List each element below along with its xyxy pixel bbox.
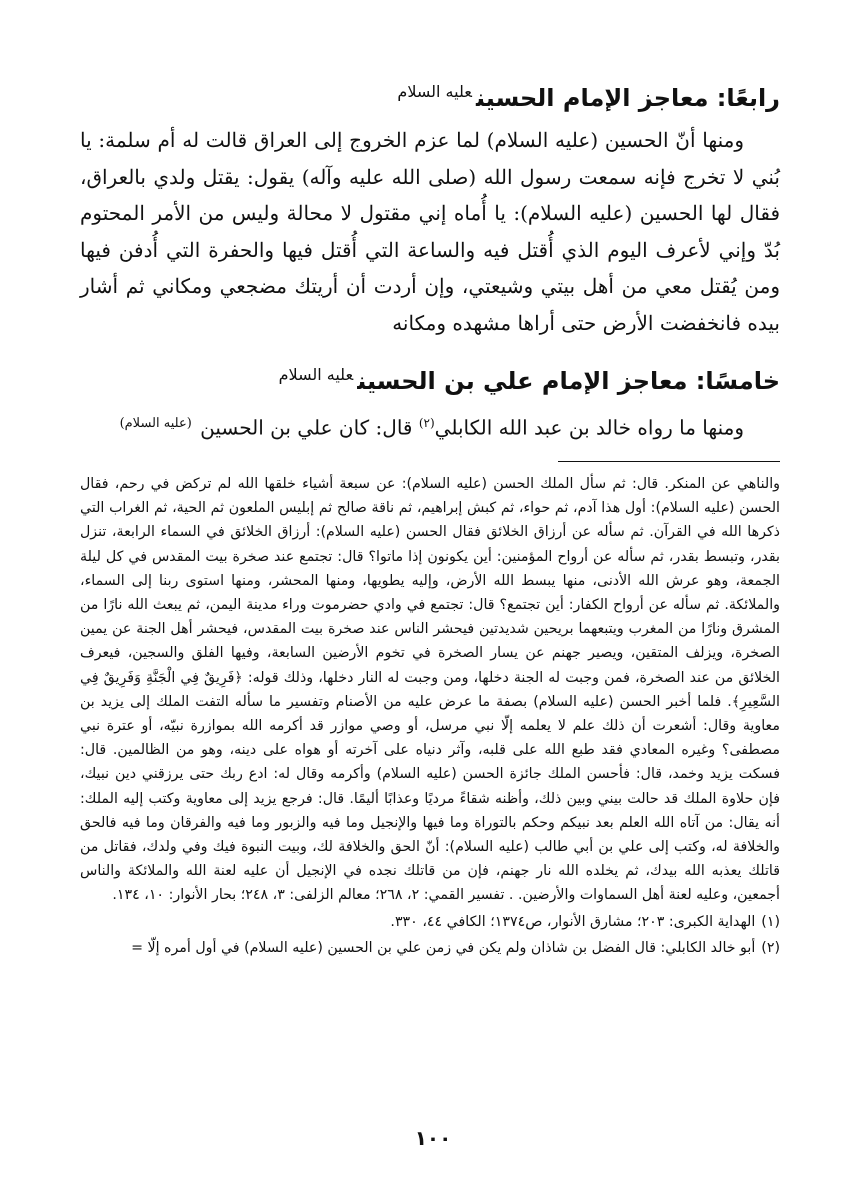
footnote-continuation: والناهي عن المنكر. قال: ثم سأل الملك الحسن (عليه السلام): عن سبعة أشياء خلقها الله لم تركض في رحم، فقال الحسن (عليه السلام): أول هذا آدم، ثم حواء، ثم كبش إبراهيم، ثم ناقة صالح ثم إبليس الملعون ثم الحية، ثم الغراب التي ذكرها الله في القرآن. ثم سأله عن أرزاق الخلائق فقال الحسن (عليه السلام): أرزاق الخلائق في السماء الرابعة، تنزل بقدر، وتبسط بقدر، ثم سأله عن أرواح المؤمنين: أين يكونون إذا ماتوا؟ قال: تجتمع عند صخرة بيت المقدس في كل ليلة الجمعة، وهو عرش الله الأدنى، منها يبسط الله الأرض، وإليه يطويها، ومنها المحشر، ومنها استوى ربنا إلى السماء، والملائكة. ثم سأله عن أرواح الكفار: أين تجتمع؟ قال: تجتمع في وادي حضرموت وراء مدينة اليمن، ثم يبعث الله نارًا من المشرق ونارًا من المغرب ويتبعهما بريحين شديدتين فيحشر الناس عند صخرة بيت المقدس، فيحشر أهل الجنة عن يمين الصخرة، ويزلف المتقين، ويصير جهنم عن يسار الصخرة في تخوم الأرضين السابعة، وفيها الفلق والسجين، فيعرف الخلائق من عند الصخرة، فمن وجبت له الجنة دخلها، ومن وجبت له النار دخلها، وذلك قوله: ﴿فَرِيقٌ فِي الْجَنَّةِ وَفَرِيقٌ فِي السَّعِيرِ﴾. فلما أخبر الحسن (عليه السلام) بصفة ما عرض عليه من الأصنام وتفسير ما سأله التفت الملك إلى يزيد بن معاوية وقال: أشعرت أن ذلك علم لا يعلمه إلّا نبي مرسل، أو وصي موازر قد أكرمه الله بموازرة نبيّه، أو عترة نبي مصطفى؟ وغيره المعادي فقد طبع الله على قلبه، وآثر دنياه على آخرته أو هواه على دينه، وهو من الظالمين. قال: فسكت يزيد وخمد، قال: فأحسن الملك جائزة الحسن (عليه السلام) وأكرمه وقال له: ادع ربك حتى يرزقني دين نبيك، فإن حلاوة الملك قد حالت بيني وبين ذلك، وأظنه شقاءً مرديًا وعذابًا أليمًا. قال: فرجع يزيد إلى معاوية وكتب إليه الملك: أنه يقال: من آتاه الله العلم بعد نبيكم وحكم بالتوراة وما فيها والإنجيل وما فيه والزبور وما فيه والفرقان وما فيه فالحق والخلافة له، وكتب إلى علي بن أبي طالب (عليه السلام): أنّ الحق والخلافة لك، وبيت النبوة فيك وفي ولدك، فقاتل من قاتلك يعذبه الله بيدك، ثم يخلده الله نار جهنم، فإن من قاتلك نجده في الإنجيل أن عليه لعنة الله والملائكة والناس أجمعين، وعليه لعنة أهل السماوات والأرضين. . تفسير القمي: ٢، ٢٦٨؛ معالم الزلفى: ٣، ٢٤٨؛ بحار الأنوار: ١٠، ١٣٤. <box>80 476 780 904</box>
heading-text: خامسًا: معاجز الإمام علي بن الحسين <box>357 367 780 395</box>
footnote-text: الهداية الكبرى: ٢٠٣؛ مشارق الأنوار، ص١٣٧٤؛ الكافي ٤٤، ٣٣٠. <box>390 913 756 930</box>
body-paragraph-2 <box>80 405 780 446</box>
heading-text: رابعًا: معاجز الإمام الحسين <box>475 84 780 112</box>
main-text <box>80 72 780 446</box>
footnote-number: (١) <box>761 913 780 930</box>
footnote-number: (٢) <box>761 939 780 956</box>
footnote-marker[interactable]: (٢) <box>418 416 435 430</box>
honorific-mark: (عليه السلام) <box>119 416 192 431</box>
honorific-mark: عليه السلام <box>278 365 354 384</box>
body-paragraph-text: قال: كان علي بن الحسين <box>200 415 413 440</box>
section-heading-5 <box>80 355 780 401</box>
body-paragraph-text: ومنها ما رواه خالد بن عبد الله الكابلي <box>434 415 744 440</box>
footnote <box>80 910 780 934</box>
body-paragraph-text: ومنها أنّ الحسين (عليه السلام) لما عزم الخروج إلى العراق قالت له أم سلمة: يا بُني لا تخرج فإنه سمعت رسول الله (صلى الله عليه وآله) يقول: يقتل ولدي بالعراق، فقال لها الحسين (عليه السلام): يا أُماه إني مقتول لا محالة وليس من الأمر المحتوم بُدّ وإني لأعرف اليوم الذي أُقتل فيه والساعة التي أُقتل فيها والحفرة التي أُدفن فيها ومن يُقتل معي من أهل بيتي وشيعتي، وإن أردت أن أريتك مضجعي ومكاني ثم أشار بيده فانخفضت الأرض حتى أراها مشهده ومكانه <box>80 128 780 335</box>
honorific-mark: عليه السلام <box>397 82 472 101</box>
page-number: ١٠٠ <box>414 1126 452 1150</box>
footnote-text: أبو خالد الكابلي: قال الفضل بن شاذان ولم يكن في زمن علي بن الحسين (عليه السلام) في أول أمره إلّا = <box>131 939 756 956</box>
footnotes <box>80 472 780 960</box>
footnote-separator <box>558 461 780 462</box>
footnote <box>80 936 780 960</box>
section-heading-4 <box>80 72 780 118</box>
body-paragraph <box>80 122 780 341</box>
